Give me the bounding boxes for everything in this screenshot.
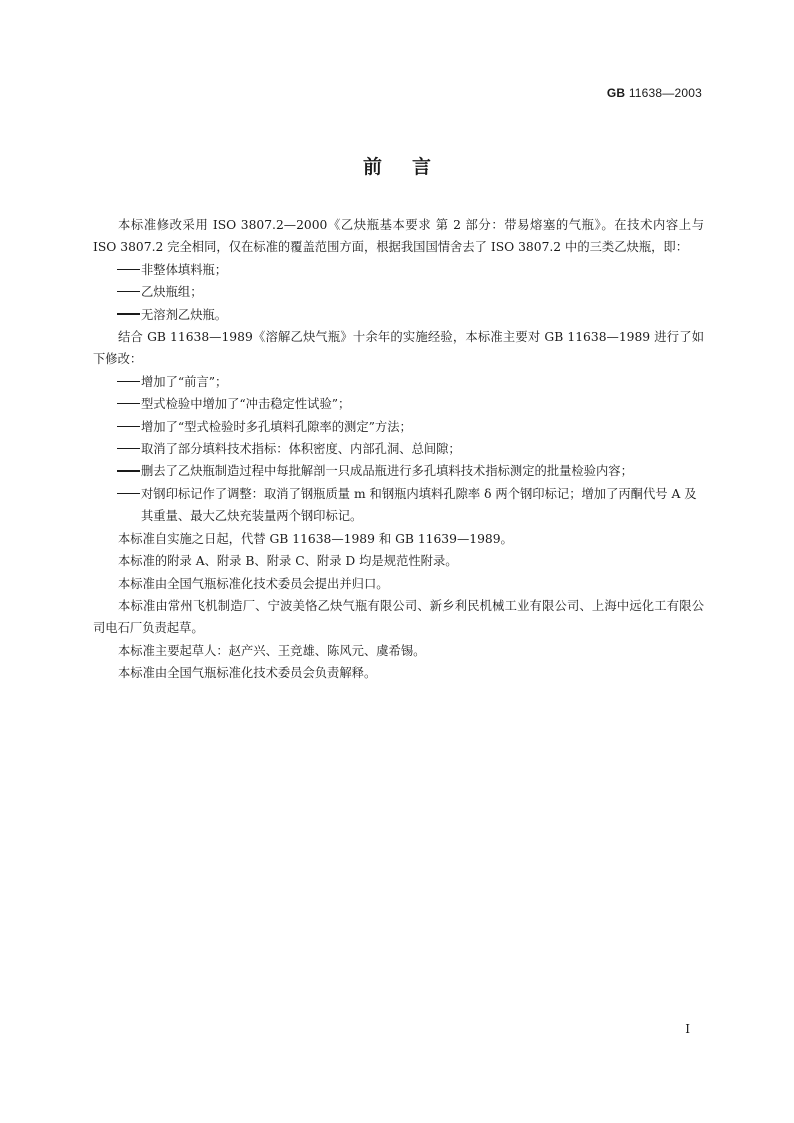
paragraph-interpretation: 本标准由全国气瓶标准化技术委员会负责解释。 — [118, 666, 377, 681]
paragraph-scope: 本标准修改采用 ISO 3807.2—2000《乙炔瓶基本要求 第 2 部分：带易熔塞的气瓶》。在技术内容上与 ISO 3807.2 完全相同，仅在标准的覆盖范围方面，根据我国国情舍去了 ISO 3807.2 中的三类乙炔瓶，即： — [93, 218, 704, 255]
paragraph-replaces: 本标准自实施之日起，代替 GB 11638—1989 和 GB 11639—1989。 — [118, 531, 513, 546]
dash-bullet — [117, 304, 141, 326]
list-item: 对钢印标记作了调整：取消了钢瓶质量 m 和钢瓶内填料孔隙率 δ 两个钢印标记；增加了丙酮代号 A 及其重量、最大乙炔充装量两个钢印标记。 — [117, 483, 704, 528]
paragraph-annexes: 本标准的附录 A、附录 B、附录 C、附录 D 均是规范性附录。 — [118, 554, 458, 569]
dash-bullet — [117, 371, 141, 393]
page-number: I — [685, 1022, 690, 1036]
dash-bullet — [117, 438, 141, 460]
standard-code — [607, 86, 702, 100]
list-item: 非整体填料瓶； — [117, 259, 704, 281]
list-item: 删去了乙炔瓶制造过程中每批解剖一只成品瓶进行多孔填料技术指标测定的批量检验内容； — [117, 460, 704, 482]
dash-bullet — [117, 393, 141, 415]
dash-bullet — [117, 460, 141, 482]
list-item: 乙炔瓶组； — [117, 281, 704, 303]
dash-bullet — [117, 281, 141, 303]
paragraph-drafted-by: 本标准由常州飞机制造厂、宁波美恪乙炔气瓶有限公司、新乡利民机械工业有限公司、上海中远化工有限公司电石厂负责起草。 — [93, 598, 704, 636]
standard-prefix: GB — [606, 86, 626, 100]
list-item: 型式检验中增加了“冲击稳定性试验”； — [117, 393, 704, 415]
standard-number: 11638—2003 — [628, 86, 702, 100]
page-title: 前言 — [362, 156, 461, 178]
list-item: 无溶剂乙炔瓶。 — [117, 304, 704, 326]
dash-bullet — [117, 259, 141, 281]
list-item: 增加了“型式检验时多孔填料孔隙率的测定”方法； — [117, 416, 704, 438]
dash-bullet — [117, 483, 141, 505]
paragraph-proposed-by: 本标准由全国气瓶标准化技术委员会提出并归口。 — [118, 576, 389, 591]
document-body — [93, 214, 704, 685]
list-item: 取消了部分填料技术指标：体积密度、内部孔洞、总间隙； — [117, 438, 704, 460]
list-item: 增加了“前言”； — [117, 371, 704, 393]
dash-bullet — [117, 416, 141, 438]
paragraph-changes: 结合 GB 11638—1989《溶解乙炔气瓶》十余年的实施经验，本标准主要对 GB 11638—1989 进行了如下修改： — [93, 330, 704, 367]
paragraph-drafters: 本标准主要起草人：赵产兴、王竞雄、陈风元、虞希锡。 — [118, 643, 426, 658]
